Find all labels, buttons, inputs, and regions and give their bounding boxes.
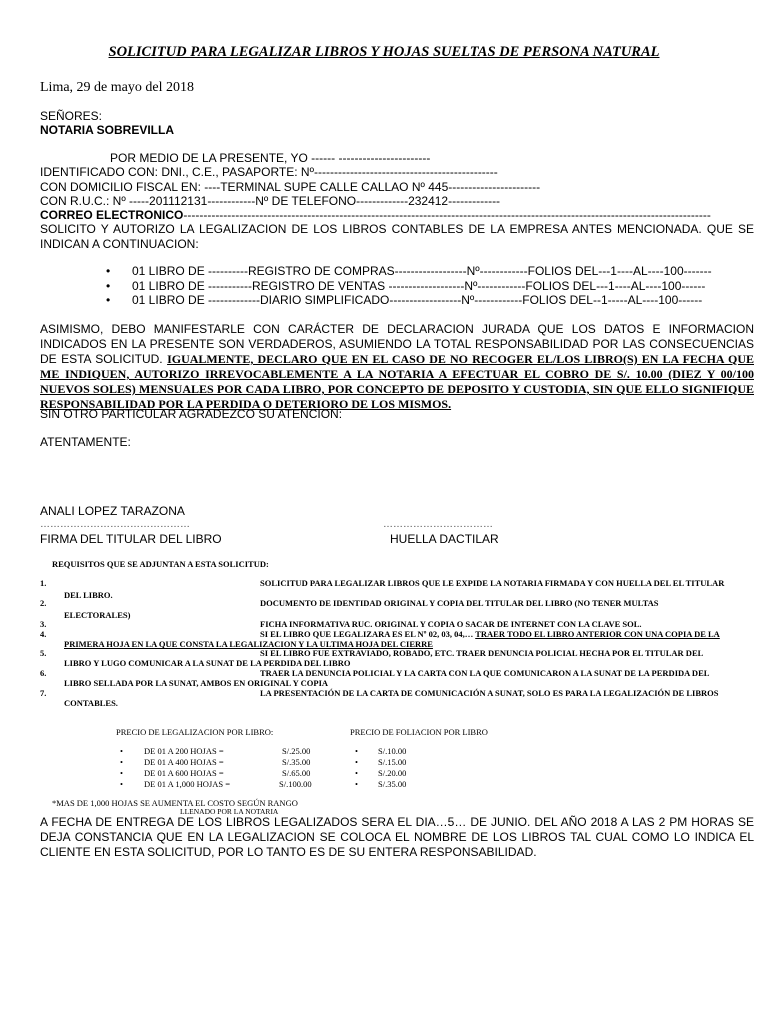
req-num-6: 6. (40, 668, 47, 678)
recipient-salutation: SEÑORES: (40, 109, 103, 123)
req-text-7: LA PRESENTACIÓN DE LA CARTA DE COMUNICACIÓN A SUNAT, SOLO ES PARA LA LEGALIZACIÓN DE LIBROS (260, 688, 719, 698)
req-num-4: 4. (40, 629, 47, 639)
legal-range-4: DE 01 A 1,000 HOJAS = (144, 779, 231, 789)
legal-price-title: PRECIO DE LEGALIZACION POR LIBRO: (116, 727, 274, 737)
req-num-7: 7. (40, 688, 47, 698)
req-num-3: 3. (40, 619, 47, 629)
price-note: *MAS DE 1,000 HOJAS SE AUMENTA EL COSTO SEGÚN RANGO (52, 798, 298, 808)
legal-range-2: DE 01 A 400 HOJAS = (144, 757, 224, 767)
legal-price-1: S/.25.00 (282, 746, 311, 756)
price-note-filled: LLENADO POR LA NOTARIA (180, 807, 279, 816)
book-item-1: 01 LIBRO DE ----------REGISTRO DE COMPRAS------------------Nº------------FOLIOS DEL---1----AL----100------- (132, 264, 712, 278)
req-text-6: TRAER LA DENUNCIA POLICIAL Y LA CARTA CON LA QUE COMUNICARON A LA SUNAT DE LA PERDIDA DEL (260, 668, 710, 678)
delivery-paragraph: A FECHA DE ENTREGA DE LOS LIBROS LEGALIZADOS SERA EL DIA…5… DE JUNIO. DEL AÑO 2018 A LAS 2 PM HORAS SE DEJA CONSTANCIA QUE EN LA LEGALIZACION SE COLOCA EL NOMBRE DE LOS LIBROS TAL CUAL COMO LO INDICA EL CLIENTE EN ESTA SOLICITUD, POR LO TANTO ES DE SU ENTERA RESPONSABILIDAD. (40, 815, 754, 859)
declaration-paragraph (40, 322, 754, 412)
declaration-bold: IGUALMENTE, DECLARO QUE EN EL CASO DE NO RECOGER EL/LOS LIBRO(S) EN LA FECHA QUE ME INDIQUEN, AUTORIZO IRREVOCABLEMENTE A LA NOTARIA A EFECTUAR EL COBRO DE S/. 10.00 (DIEZ Y 00/100 NUEVOS SOLES) MENSUALES POR CADA LIBRO, POR CONCEPTO DE DEPOSITO Y CUSTODIA, SIN QUE ELLO SIGNIFIQUE RESPONSABILIDAD POR LA PERDIDA O DETERIORO DE LOS MISMOS. (40, 352, 754, 411)
legal-price-2: S/.35.00 (282, 757, 311, 767)
folio-bullet-3: • (355, 768, 358, 778)
identity-id-line: IDENTIFICADO CON: DNI., C.E., PASAPORTE: Nº---------------------------------------------- (40, 165, 498, 179)
identity-intro: POR MEDIO DE LA PRESENTE, YO ------ ----------------------- (110, 151, 431, 165)
book-bullet-3: • (106, 293, 111, 307)
book-item-2: 01 LIBRO DE -----------REGISTRO DE VENTAS -------------------Nº------------FOLIOS DEL---1----AL----100------ (132, 279, 706, 293)
identity-email-line (40, 208, 756, 222)
identity-ruc-line: CON R.U.C.: Nº -----201112131------------Nº DE TELEFONO-------------232412------------- (40, 194, 501, 208)
signature-line: ……………………………………… (40, 519, 190, 530)
folio-bullet-2: • (355, 757, 358, 767)
folio-bullet-4: • (355, 779, 358, 789)
folio-bullet-1: • (355, 746, 358, 756)
req-text-2: DOCUMENTO DE IDENTIDAD ORIGINAL Y COPIA DEL TITULAR DEL LIBRO (NO TENER MULTAS (260, 598, 659, 608)
legal-bullet-1: • (120, 746, 123, 756)
signature-label: FIRMA DEL TITULAR DEL LIBRO (40, 532, 222, 546)
book-item-3: 01 LIBRO DE -------------DIARIO SIMPLIFICADO------------------Nº------------FOLIOS DEL--1-----AL----100------ (132, 293, 703, 307)
document-date: Lima, 29 de mayo del 2018 (40, 80, 194, 95)
legal-range-1: DE 01 A 200 HOJAS = (144, 746, 224, 756)
legal-bullet-2: • (120, 757, 123, 767)
req-num-5: 5. (40, 648, 47, 658)
book-bullet-2: • (106, 279, 111, 293)
req-num-1: 1. (40, 578, 47, 588)
request-paragraph: SOLICITO Y AUTORIZO LA LEGALIZACION DE LOS LIBROS CONTABLES DE LA EMPRESA ANTES MENCIONADA. QUE SE INDICAN A CONTINUACION: (40, 222, 754, 251)
email-dashes: ------------------------------------------------------------------------------------------------------------------------------------ (183, 208, 711, 222)
book-bullet-1: • (106, 264, 111, 278)
req-text-4-underlined: TRAER TODO EL LIBRO ANTERIOR CON UNA COPIA DE LA (475, 629, 720, 639)
regards-text: ATENTAMENTE: (40, 435, 131, 449)
requirements-title: REQUISITOS QUE SE ADJUNTAN A ESTA SOLICITUD: (52, 559, 269, 569)
req-text-5: SI EL LIBRO FUE EXTRAVIADO, ROBADO, ETC. TRAER DENUNCIA POLICIAL HECHA POR EL TITULAR DEL (260, 648, 704, 658)
email-label: CORREO ELECTRONICO (40, 208, 184, 222)
signer-name: ANALI LOPEZ TARAZONA (40, 504, 185, 518)
legal-bullet-4: • (120, 779, 123, 789)
declaration-plain: ASIMISMO, DEBO MANIFESTARLE CON CARÁCTER DE DECLARACION JURADA QUE LOS DATOS E INFORMACION INDICADOS EN LA PRESENTE SON VERDADEROS, ASUMIENDO LA TOTAL RESPONSABILIDAD POR LAS CONSECUENCIAS DE ESTA SOLICITUD. (40, 322, 754, 366)
req-cont-2: ELECTORALES) (64, 610, 131, 620)
req-text-3: FICHA INFORMATIVA RUC. ORIGINAL Y COPIA O SACAR DE INTERNET CON LA CLAVE SOL. (260, 619, 642, 629)
legal-bullet-3: • (120, 768, 123, 778)
folio-price-4: S/.35.00 (378, 779, 407, 789)
req-cont-6: LIBRO SELLADA POR LA SUNAT, AMBOS EN ORIGINAL Y COPIA (64, 678, 329, 688)
req-text-4 (260, 629, 720, 639)
folio-price-2: S/.15.00 (378, 757, 407, 767)
fingerprint-line: …………………………… (383, 519, 493, 530)
closing-text: SIN OTRO PARTICULAR AGRADEZCO SU ATENCION: (40, 407, 343, 421)
req-cont-1: DEL LIBRO. (64, 590, 113, 600)
fingerprint-label: HUELLA DACTILAR (390, 532, 499, 546)
legal-price-4: S/.100.00 (279, 779, 312, 789)
legal-range-3: DE 01 A 600 HOJAS = (144, 768, 224, 778)
folio-price-title: PRECIO DE FOLIACION POR LIBRO (350, 727, 488, 737)
folio-price-1: S/.10.00 (378, 746, 407, 756)
req-cont-5: LIBRO Y LUGO COMUNICAR A LA SUNAT DE LA PERDIDA DEL LIBRO (64, 658, 351, 668)
req-cont-7: CONTABLES. (64, 698, 118, 708)
folio-price-3: S/.20.00 (378, 768, 407, 778)
identity-address-line: CON DOMICILIO FISCAL EN: ----TERMINAL SUPE CALLE CALLAO Nº 445----------------------- (40, 180, 541, 194)
recipient-name: NOTARIA SOBREVILLA (40, 123, 174, 137)
req-cont-4: PRIMERA HOJA EN LA QUE CONSTA LA LEGALIZACION Y LA ULTIMA HOJA DEL CIERRE (64, 639, 433, 649)
req-num-2: 2. (40, 598, 47, 608)
document-title: SOLICITUD PARA LEGALIZAR LIBROS Y HOJAS SUELTAS DE PERSONA NATURAL (108, 44, 660, 60)
req-text-4-plain: SI EL LIBRO QUE LEGALIZARA ES EL Nº 02, 03, 04,… (260, 629, 474, 639)
req-text-1: SOLICITUD PARA LEGALIZAR LIBROS QUE LE EXPIDE LA NOTARIA FIRMADA Y CON HUELLA DEL EL TITULAR (260, 578, 725, 588)
legal-price-3: S/.65.00 (282, 768, 311, 778)
